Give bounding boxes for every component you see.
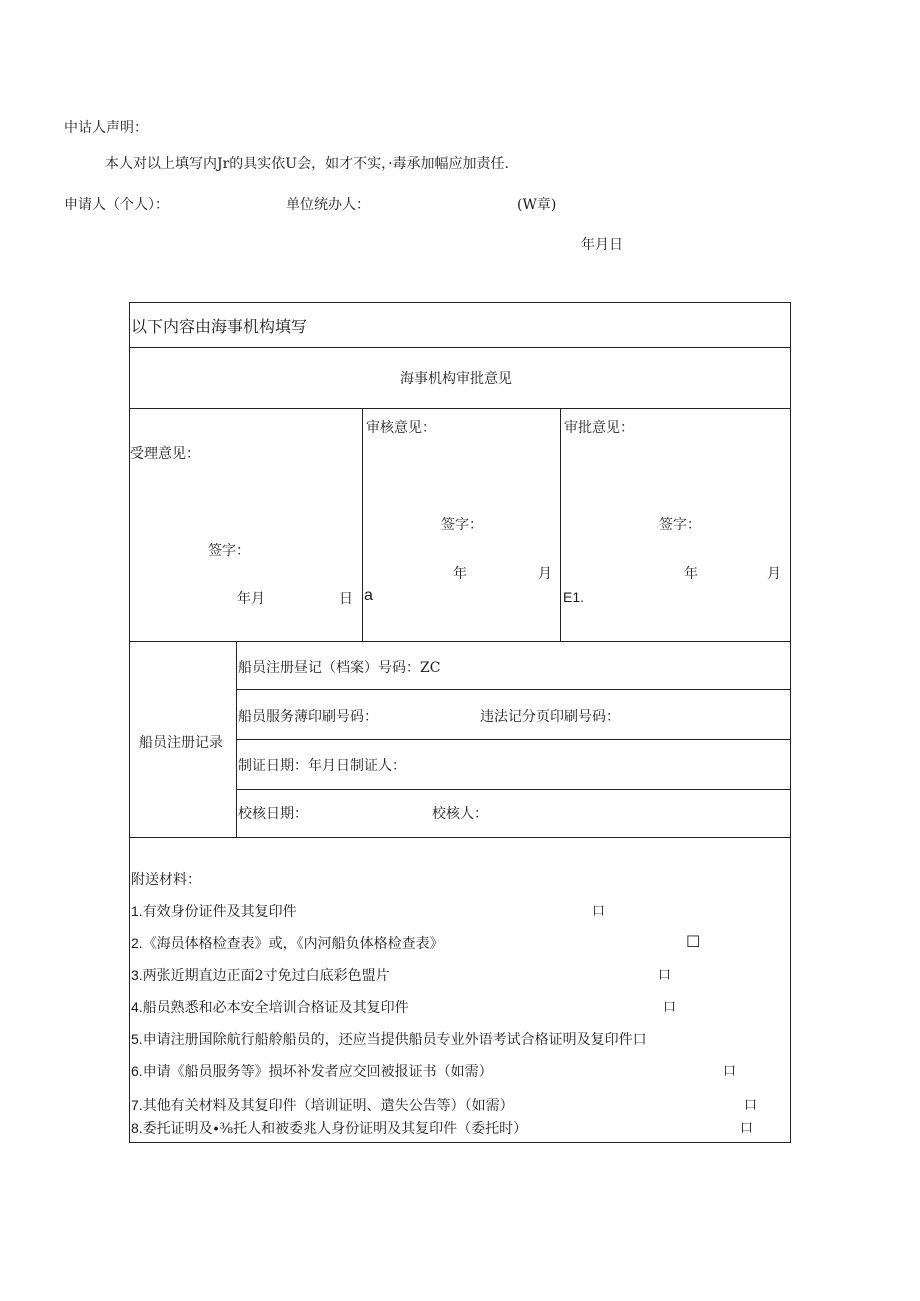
row-divider — [236, 689, 790, 690]
applicant-label: 申请人（个人）： — [64, 197, 169, 213]
attachment-item — [131, 999, 409, 1016]
review-day: a — [364, 587, 373, 604]
review-month: 月 — [538, 566, 552, 582]
item-number: 7. — [131, 1097, 143, 1113]
attachment-item — [131, 903, 297, 920]
approval-month: 月 — [767, 566, 781, 582]
review-sign: 签字： — [441, 517, 483, 533]
declaration-date: 年月日 — [581, 237, 623, 253]
checkbox-icon[interactable]: 口 — [663, 1000, 677, 1015]
acceptance-label: 受理意见： — [130, 446, 200, 462]
attachment-item — [131, 1120, 527, 1137]
attachment-item — [131, 1097, 514, 1114]
row-divider — [130, 347, 790, 348]
declaration-title: 中诂人声明： — [64, 120, 148, 136]
item-number: 6. — [131, 1063, 143, 1079]
issue-date: 制证日期：年月日制证人： — [238, 758, 406, 774]
seal-label: (W章) — [517, 197, 557, 213]
approval-day: E1. — [563, 589, 585, 605]
item-number: 3. — [131, 967, 143, 983]
item-text: 《海员体格检查表》或，《内河船负体格检查表》 — [142, 936, 444, 952]
column-divider — [362, 408, 363, 641]
violation-page-number: 违法记分页印刷号码： — [480, 709, 620, 725]
checkbox-icon[interactable]: 口 — [592, 904, 606, 919]
maritime-authority-table — [129, 302, 791, 1143]
item-text: 有效身份证件及其复印件 — [142, 904, 297, 920]
attachment-item — [131, 967, 390, 984]
item-text: 其他有关材料及其复印件（培训证明、遣失公告等）（如需） — [142, 1098, 514, 1114]
checker: 校核人： — [432, 806, 488, 822]
checkbox-icon[interactable]: 口 — [744, 1098, 758, 1113]
checkbox-icon[interactable]: 口 — [723, 1064, 737, 1079]
checkbox-icon[interactable]: 口 — [658, 968, 672, 983]
checkbox-icon[interactable]: ☐ — [686, 932, 701, 951]
item-number: 1. — [131, 903, 143, 919]
review-label: 审核意见： — [366, 420, 436, 436]
row-divider — [130, 641, 790, 642]
item-number: 2. — [131, 935, 143, 951]
registration-label: 船员注册记录 — [139, 735, 223, 751]
row-divider — [130, 837, 790, 838]
service-book-number: 船员服务薄印刷号码： — [238, 709, 378, 725]
item-text: 委托证明及∙⅜托人和被委兆人身份证明及其复印件（委托时） — [142, 1121, 528, 1137]
declaration-statement: 本人对以上填写内Jr的具实依U会，如才不实，·毒承加幅应加责任. — [105, 156, 510, 172]
acceptance-sign: 签字： — [208, 543, 250, 559]
registration-number: 船员注册昼记（档案）号码：ZC — [238, 660, 441, 676]
row-divider — [130, 408, 790, 409]
item-text: 申请《船员服务等》损坏补发者应交回被报证书（如需） — [142, 1064, 493, 1080]
item-text: 两张近期直边正面2寸免过白底彩色盟片 — [142, 968, 390, 984]
approval-year: 年 — [684, 566, 698, 582]
item-text: 船员熟悉和必本安全培训合格证及其复印件 — [142, 1000, 409, 1016]
column-divider — [236, 641, 237, 837]
item-number: 5. — [131, 1031, 143, 1047]
checkbox-icon[interactable]: 口 — [740, 1121, 754, 1136]
agent-label: 单位统办人： — [286, 197, 370, 213]
attachment-item — [131, 1031, 647, 1048]
item-number: 4. — [131, 999, 143, 1015]
attachment-item — [131, 1063, 493, 1080]
attachment-item — [131, 935, 444, 952]
item-text: 申请注册国除航行船舲船员的，还应当提供船员专业外语考试合格证明及复印件口 — [142, 1032, 647, 1048]
acceptance-date-d: 日 — [339, 591, 353, 607]
table-header: 以下内容由海事机构填写 — [131, 319, 308, 336]
attachments-title: 附送材料： — [131, 872, 201, 888]
row-divider — [236, 789, 790, 790]
item-number: 8. — [131, 1120, 143, 1136]
section-title: 海事机构审批意见 — [400, 371, 512, 387]
review-year: 年 — [453, 566, 467, 582]
approval-label: 审批意见： — [564, 420, 634, 436]
column-divider — [560, 408, 561, 641]
row-divider — [236, 739, 790, 740]
acceptance-date-ym: 年月 — [237, 591, 265, 607]
check-date: 校核日期： — [238, 806, 308, 822]
approval-sign: 签字： — [659, 517, 701, 533]
